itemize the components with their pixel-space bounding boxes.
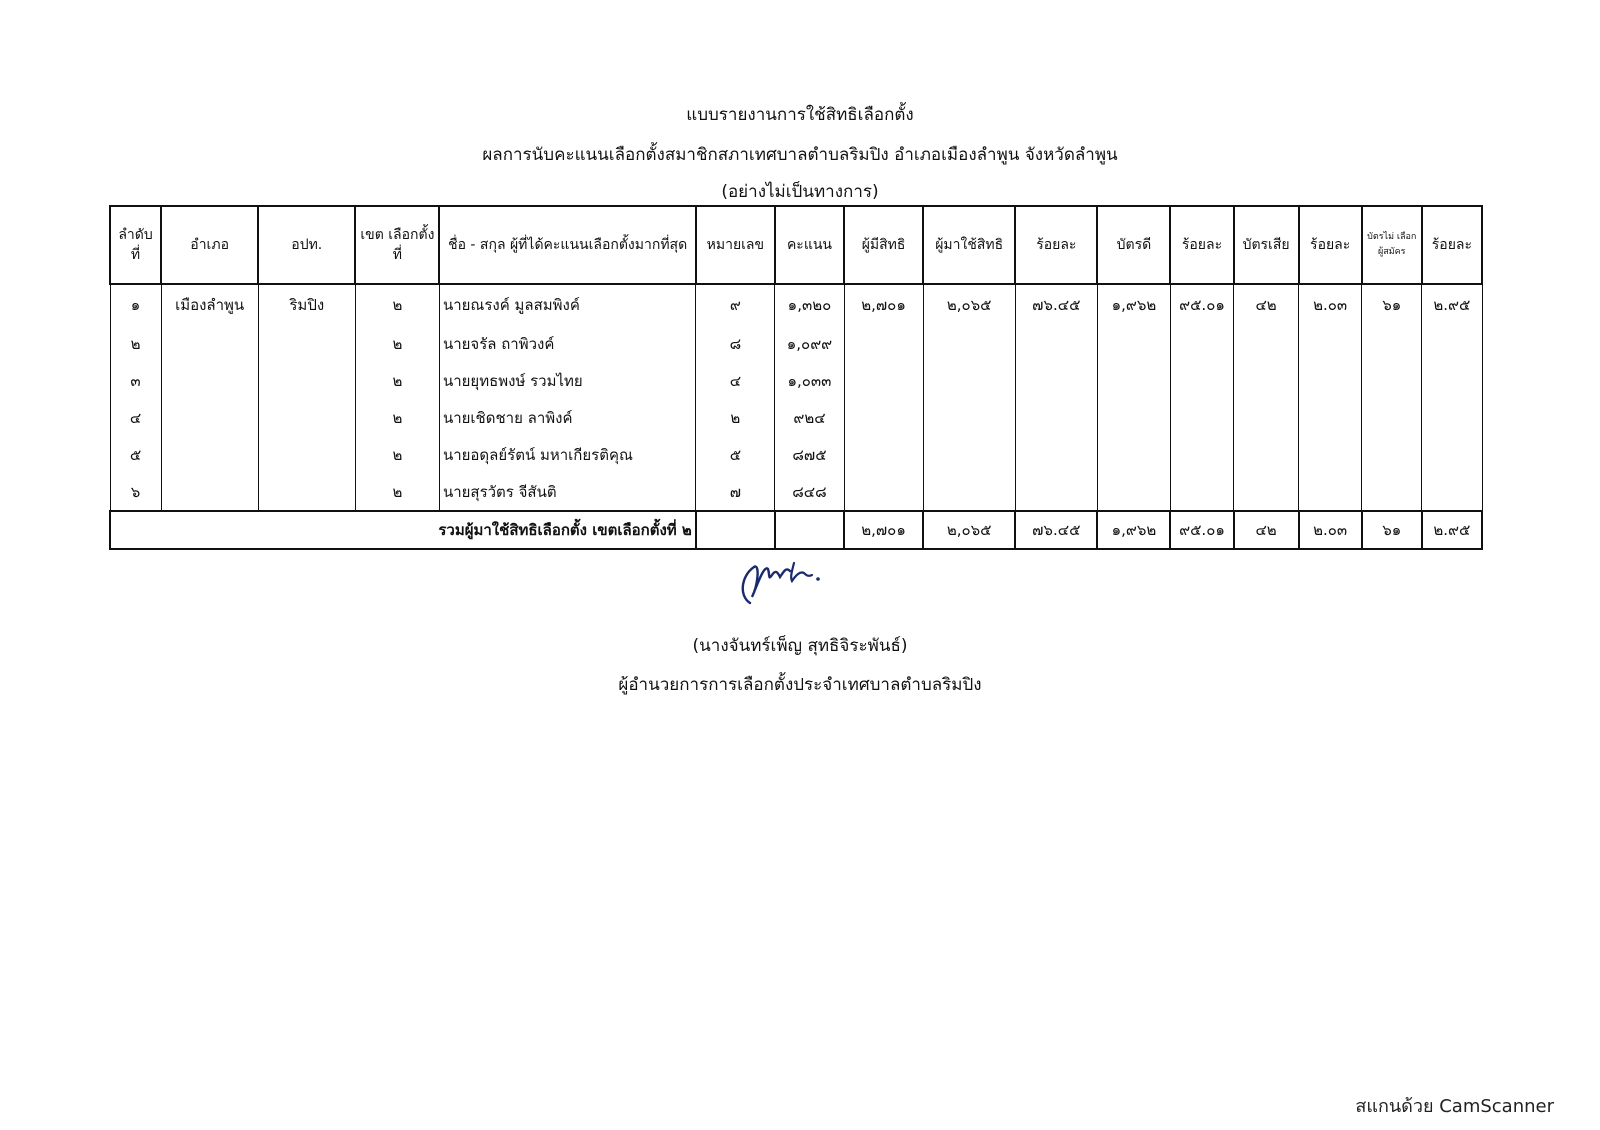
cell-voters <box>923 436 1015 473</box>
cell-lao <box>258 399 355 436</box>
header-order: ลำดับ ที่ <box>110 206 161 284</box>
total-eligible: ๒,๗๐๑ <box>844 511 923 549</box>
cell-pct1: ๗๖.๔๕ <box>1015 284 1097 325</box>
cell-voters <box>923 473 1015 511</box>
table-row <box>110 325 1482 362</box>
header-number: หมายเลข <box>696 206 775 284</box>
cell-voters <box>923 362 1015 399</box>
cell-name: นายสุรวัตร จีสันติ <box>439 473 695 511</box>
cell-order: ๔ <box>110 399 161 436</box>
header-good: บัตรดี <box>1097 206 1170 284</box>
cell-lao <box>258 473 355 511</box>
cell-number: ๙ <box>696 284 775 325</box>
header-row <box>110 206 1482 284</box>
cell-pct3 <box>1299 399 1362 436</box>
header-pct2: ร้อยละ <box>1170 206 1233 284</box>
document-subtitle: ผลการนับคะแนนเลือกตั้งสมาชิกสภาเทศบาลตำบลริมปิง อำเภอเมืองลำพูน จังหวัดลำพูน <box>482 145 1118 165</box>
cell-name: นายจรัล ถาพิวงค์ <box>439 325 695 362</box>
cell-good <box>1097 362 1170 399</box>
total-score-empty <box>775 511 844 549</box>
cell-order: ๓ <box>110 362 161 399</box>
cell-novote <box>1362 325 1422 362</box>
document-title: แบบรายงานการใช้สิทธิเลือกตั้ง <box>686 105 914 125</box>
cell-number: ๔ <box>696 362 775 399</box>
cell-lao <box>258 325 355 362</box>
signer-position: ผู้อำนวยการการเลือกตั้งประจำเทศบาลตำบลริมปิง <box>618 675 982 695</box>
cell-pct2 <box>1170 473 1233 511</box>
cell-eligible <box>844 473 923 511</box>
cell-name: นายอดุลย์รัตน์ มหาเกียรติคุณ <box>439 436 695 473</box>
cell-eligible <box>844 362 923 399</box>
header-pct1: ร้อยละ <box>1015 206 1097 284</box>
cell-bad <box>1234 473 1299 511</box>
cell-voters <box>923 325 1015 362</box>
cell-pct4 <box>1422 362 1482 399</box>
cell-pct2: ๙๕.๐๑ <box>1170 284 1233 325</box>
cell-pct4 <box>1422 325 1482 362</box>
cell-good <box>1097 399 1170 436</box>
cell-zone: ๒ <box>355 362 439 399</box>
total-bad: ๔๒ <box>1234 511 1299 549</box>
cell-pct4 <box>1422 473 1482 511</box>
cell-district <box>161 436 258 473</box>
cell-pct1 <box>1015 362 1097 399</box>
cell-district <box>161 325 258 362</box>
table-row <box>110 284 1482 325</box>
results-table <box>109 205 1483 550</box>
cell-lao <box>258 436 355 473</box>
cell-score: ๙๒๔ <box>775 399 844 436</box>
total-label: รวมผู้มาใช้สิทธิเลือกตั้ง เขตเลือกตั้งที่ ๒ <box>110 511 696 549</box>
cell-pct3 <box>1299 473 1362 511</box>
cell-number: ๒ <box>696 399 775 436</box>
header-voters: ผู้มาใช้สิทธิ <box>923 206 1015 284</box>
cell-eligible <box>844 399 923 436</box>
cell-pct1 <box>1015 325 1097 362</box>
cell-district: เมืองลำพูน <box>161 284 258 325</box>
cell-zone: ๒ <box>355 399 439 436</box>
cell-good: ๑,๙๖๒ <box>1097 284 1170 325</box>
cell-zone: ๒ <box>355 284 439 325</box>
cell-novote <box>1362 473 1422 511</box>
cell-pct3: ๒.๐๓ <box>1299 284 1362 325</box>
signer-name: (นางจันทร์เพ็ญ สุทธิจิระพันธ์) <box>692 636 908 656</box>
cell-eligible: ๒,๗๐๑ <box>844 284 923 325</box>
table-row <box>110 473 1482 511</box>
cell-name: นายเชิดชาย ลาพิงค์ <box>439 399 695 436</box>
cell-order: ๒ <box>110 325 161 362</box>
cell-voters <box>923 399 1015 436</box>
cell-zone: ๒ <box>355 436 439 473</box>
cell-lao: ริมปิง <box>258 284 355 325</box>
total-pct1: ๗๖.๔๕ <box>1015 511 1097 549</box>
cell-bad <box>1234 436 1299 473</box>
header-pct4: ร้อยละ <box>1422 206 1482 284</box>
header-district: อำเภอ <box>161 206 258 284</box>
cell-novote: ๖๑ <box>1362 284 1422 325</box>
cell-pct1 <box>1015 399 1097 436</box>
cell-order: ๖ <box>110 473 161 511</box>
total-good: ๑,๙๖๒ <box>1097 511 1170 549</box>
cell-bad: ๔๒ <box>1234 284 1299 325</box>
total-novote: ๖๑ <box>1362 511 1422 549</box>
cell-good <box>1097 325 1170 362</box>
cell-pct1 <box>1015 436 1097 473</box>
cell-pct3 <box>1299 362 1362 399</box>
cell-pct4 <box>1422 399 1482 436</box>
cell-order: ๑ <box>110 284 161 325</box>
cell-voters: ๒,๐๖๕ <box>923 284 1015 325</box>
cell-pct4: ๒.๙๕ <box>1422 284 1482 325</box>
total-voters: ๒,๐๖๕ <box>923 511 1015 549</box>
total-row <box>110 511 1482 549</box>
cell-pct2 <box>1170 362 1233 399</box>
cell-number: ๗ <box>696 473 775 511</box>
cell-name: นายยุทธพงษ์ รวมไทย <box>439 362 695 399</box>
cell-pct2 <box>1170 399 1233 436</box>
cell-pct3 <box>1299 325 1362 362</box>
cell-good <box>1097 436 1170 473</box>
cell-novote <box>1362 436 1422 473</box>
cell-novote <box>1362 362 1422 399</box>
cell-good <box>1097 473 1170 511</box>
cell-name: นายณรงค์ มูลสมพิงค์ <box>439 284 695 325</box>
cell-number: ๕ <box>696 436 775 473</box>
scanner-watermark: สแกนด้วย CamScanner <box>1355 1096 1554 1117</box>
header-pct3: ร้อยละ <box>1299 206 1362 284</box>
total-number-empty <box>696 511 775 549</box>
cell-district <box>161 399 258 436</box>
total-pct2: ๙๕.๐๑ <box>1170 511 1233 549</box>
document-note: (อย่างไม่เป็นทางการ) <box>721 182 879 202</box>
cell-novote <box>1362 399 1422 436</box>
cell-score: ๑,๓๒๐ <box>775 284 844 325</box>
handwritten-signature <box>728 545 838 615</box>
cell-bad <box>1234 325 1299 362</box>
cell-pct2 <box>1170 325 1233 362</box>
header-name: ชื่อ - สกุล ผู้ที่ได้คะแนนเลือกตั้งมากที่สุด <box>439 206 695 284</box>
cell-district <box>161 362 258 399</box>
header-bad: บัตรเสีย <box>1234 206 1299 284</box>
cell-score: ๑,๐๓๓ <box>775 362 844 399</box>
cell-bad <box>1234 399 1299 436</box>
header-eligible: ผู้มีสิทธิ <box>844 206 923 284</box>
cell-pct4 <box>1422 436 1482 473</box>
table-row <box>110 399 1482 436</box>
cell-eligible <box>844 325 923 362</box>
cell-lao <box>258 362 355 399</box>
table-row <box>110 436 1482 473</box>
table-row <box>110 362 1482 399</box>
cell-district <box>161 473 258 511</box>
header-lao: อปท. <box>258 206 355 284</box>
header-novote: บัตรไม่ เลือก ผู้สมัคร <box>1362 206 1422 284</box>
header-score: คะแนน <box>775 206 844 284</box>
cell-number: ๘ <box>696 325 775 362</box>
cell-eligible <box>844 436 923 473</box>
cell-bad <box>1234 362 1299 399</box>
cell-zone: ๒ <box>355 473 439 511</box>
cell-pct1 <box>1015 473 1097 511</box>
cell-zone: ๒ <box>355 325 439 362</box>
cell-order: ๕ <box>110 436 161 473</box>
cell-score: ๘๔๘ <box>775 473 844 511</box>
cell-pct2 <box>1170 436 1233 473</box>
header-zone: เขต เลือกตั้งที่ <box>355 206 439 284</box>
total-pct4: ๒.๙๕ <box>1422 511 1482 549</box>
total-pct3: ๒.๐๓ <box>1299 511 1362 549</box>
cell-pct3 <box>1299 436 1362 473</box>
cell-score: ๘๗๕ <box>775 436 844 473</box>
cell-score: ๑,๐๙๙ <box>775 325 844 362</box>
